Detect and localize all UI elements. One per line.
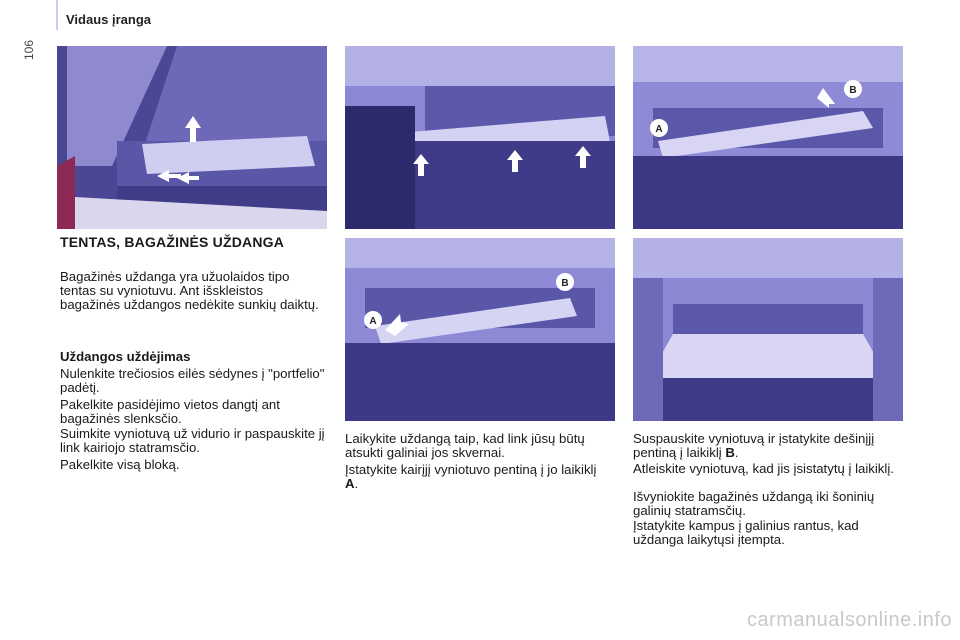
svg-text:B: B — [849, 85, 857, 96]
watermark: carmanualsonline.info — [746, 609, 952, 631]
illustration-insert-right-pin — [633, 46, 903, 229]
illustration-insert-left-pin — [345, 238, 615, 421]
middle-paragraph: Laikykite uždangą taip, kad link jūsų būtų atsukti galiniai jos skvernai. — [345, 431, 585, 460]
sidebar-accent-line — [56, 0, 58, 30]
intro-paragraph: Bagažinės uždanga yra užuolaidos tipo tentas su vyniotuvu. Ant išskleistos bagažinės uždangos nedėkite sunkių daiktų. — [60, 269, 319, 312]
right-paragraph: Įstatykite kampus į galinius rantus, kad uždanga laikytųsi įtempta. — [633, 518, 859, 547]
step-paragraph: Pakelkite pasidėjimo vietos dangtį ant bagažinės slenksčio. — [60, 397, 280, 426]
subheading: Uždangos uždėjimas — [60, 349, 191, 364]
page-number: 106 — [22, 39, 36, 60]
illustration-trunk-raise-cover — [57, 46, 327, 229]
step-paragraph: Nulenkite trečiosios eilės sėdynes į "portfelio" padėtį. — [60, 366, 325, 395]
svg-text:B: B — [561, 278, 569, 289]
right-paragraph: Išvyniokite bagažinės uždangą iki šoninių galinių statramsčių. — [633, 489, 875, 518]
svg-text:A: A — [655, 124, 663, 135]
section-title: Vidaus įranga — [66, 12, 152, 27]
middle-paragraph-pin-a: Įstatykite kairįjį vyniotuvo pentiną į jo laikiklį A. — [345, 462, 597, 491]
illustration-cover-tensioned — [633, 238, 903, 421]
right-paragraph-pin-b: Suspauskite vyniotuvą ir įstatykite dešinįjį pentiną į laikiklį B. — [633, 431, 875, 460]
step-paragraph: Suimkite vyniotuvą už vidurio ir paspauskite jį link kairiojo statramsčio. — [60, 426, 325, 455]
step-paragraph: Pakelkite visą bloką. — [60, 457, 180, 472]
illustration-cover-roller-lift — [345, 46, 615, 229]
article-heading: TENTAS, BAGAŽINĖS UŽDANGA — [60, 234, 285, 250]
right-paragraph: Atleiskite vyniotuvą, kad jis įsistatytų į laikiklį. — [633, 461, 894, 476]
svg-text:A: A — [369, 316, 377, 327]
